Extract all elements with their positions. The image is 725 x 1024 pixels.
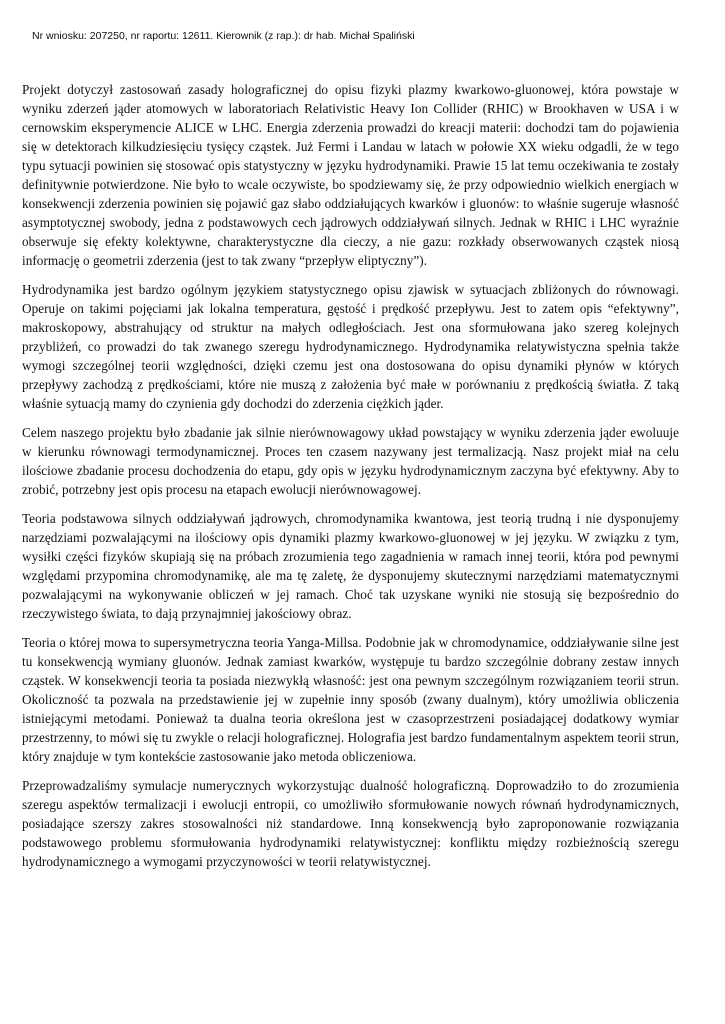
paragraph-hydrodynamics: Hydrodynamika jest bardzo ogólnym językiem statystycznego opisu zjawisk w sytuacjach zbliżonych do równowagi. Operuje on takimi pojęciami jak lokalna temperatura, gęstość i prędkość przepływu. Jest to zatem opis “efektywny”, makroskopowy, abstrahujący od struktur na małych odległościach. Jest ona sformułowana jako szereg kolejnych przybliżeń, co prowadzi do tak zwanego szeregu hydrodynamicznego. Hydrodynamika relatywistyczna spełnia także wymogi szczególnej teorii względności, dzięki czemu jest ona dostosowana do opisu dynamiki płynów w których przepływy zachodzą z prędkościami, które nie muszą z założenia być małe w porównaniu z prędkością światła. Z taką właśnie sytuacją mamy do czynienia gdy dochodzi do zderzenia ciężkich jąder. [22,282,679,411]
paragraph-yang-mills: Teoria o której mowa to supersymetryczna teoria Yanga-Millsa. Podobnie jak w chromodynamice, oddziaływanie silne jest tu konsekwencją wymiany gluonów. Jednak zamiast kwarków, występuje tu bardzo szczególnie dobrany zestaw innych cząstek. W konsekwencji teoria ta posiada niezwykłą własność: jest ona pewnym szczególnym rozwiązaniem teorii strun. Okoliczność ta pozwala na przedstawienie jej w zupełnie inny sposób (zwany dualnym), który umożliwia obliczenia istniejącymi metodami. Ponieważ ta dualna teoria określona jest w czasoprzestrzeni posiadającej dodatkowy wymiar przestrzenny, to mówi się tu zwykle o relacji holograficznej. Holografia jest bardzo fundamentalnym aspektem teorii strun, który znajduje w tym kontekście zastosowanie jako metoda obliczeniowa. [22,635,679,764]
report-body [22,80,679,881]
paragraph-project-goal: Celem naszego projektu było zbadanie jak silnie nierównowagowy układ powstający w wyniku zderzenia jąder ewoluuje w kierunku równowagi termodynamicznej. Proces ten czasem nazywany jest termalizacją. Nasz projekt miał na celu ilościowe zbadanie procesu dochodzenia do etapu, gdy opis w języku hydrodynamicznym zaczyna być efektywny. Aby to zrobić, potrzebny jest opis procesu na etapach ewolucji nierównowagowej. [22,425,679,497]
paragraph-qcd: Teoria podstawowa silnych oddziaływań jądrowych, chromodynamika kwantowa, jest teorią trudną i nie dysponujemy narzędziami pozwalającymi na ilościowy opis dynamiki plazmy kwarkowo-gluonowej w jej języku. W związku z tym, wysiłki części fizyków skupiają się na próbach zrozumienia tego zagadnienia w ramach innej teorii, która pod pewnymi względami przypomina chromodynamikę, ale ma tę zaletę, że dysponujemy skutecznymi narzędziami matematycznymi pozwalającymi na wykonywanie obliczeń w jej ramach. Choć tak uzyskane wyniki nie stosują się bezpośrednio do rzeczywistego świata, to dają przynajmniej jakościowy obraz. [22,511,679,621]
paragraph-intro: Projekt dotyczył zastosowań zasady holograficznej do opisu fizyki plazmy kwarkowo-gluonowej, która powstaje w wyniku zderzeń jąder atomowych w laboratoriach Relativistic Heavy Ion Collider (RHIC) w Brookhaven w USA i w cernowskim eksperymencie ALICE w LHC. Energia zderzenia prowadzi do kreacji materii: dochodzi tam do pojawienia się w detektorach kilkudziesięciu tysięcy cząstek. Już Fermi i Landau w latach w połowie XX wieku odgadli, że w tego typu sytuacji powinien się stosować opis statystyczny w języku hydrodynamiki. Prawie 15 lat temu oczekiwania te zostały definitywnie potwierdzone. Nie było to wcale oczywiste, bo spodziewamy się, że przy odpowiednio wielkich energiach w konsekwencji zderzenia powinien się pojawić gaz słabo oddziałujących kwarków i gluonów: to właśnie sugeruje własność asymptotycznej swobody, jedna z podstawowych cech jądrowych oddziaływań silnych. Jednak w RHIC i LHC wyraźnie obserwuje się efekty kolektywne, charakterystyczne dla cieczy, a nie gazu: rozkłady obserwowanych cząstek niosą informację o geometrii zderzenia (jest to tak zwany “przepływ eliptyczny”). [22,82,679,268]
report-header: Nr wniosku: 207250, nr raportu: 12611. Kierownik (z rap.): dr hab. Michał Spaliński [32,30,415,42]
paragraph-simulations: Przeprowadzaliśmy symulacje numerycznych wykorzystując dualność holograficzną. Doprowadziło to do zrozumienia szeregu aspektów termalizacji i ewolucji entropii, co umożliwiło sformułowanie nowych równań hydrodynamicznych, posiadające szerszy zakres stosowalności niż standardowe. Inną konsekwencją było zaproponowanie rozwiązania podstawowego problemu sformułowania hydrodynamiki relatywistycznej: konfliktu między rozbieżnością szeregu hydrodynamicznego a wymogami przyczynowości w teorii relatywistycznej. [22,778,679,869]
